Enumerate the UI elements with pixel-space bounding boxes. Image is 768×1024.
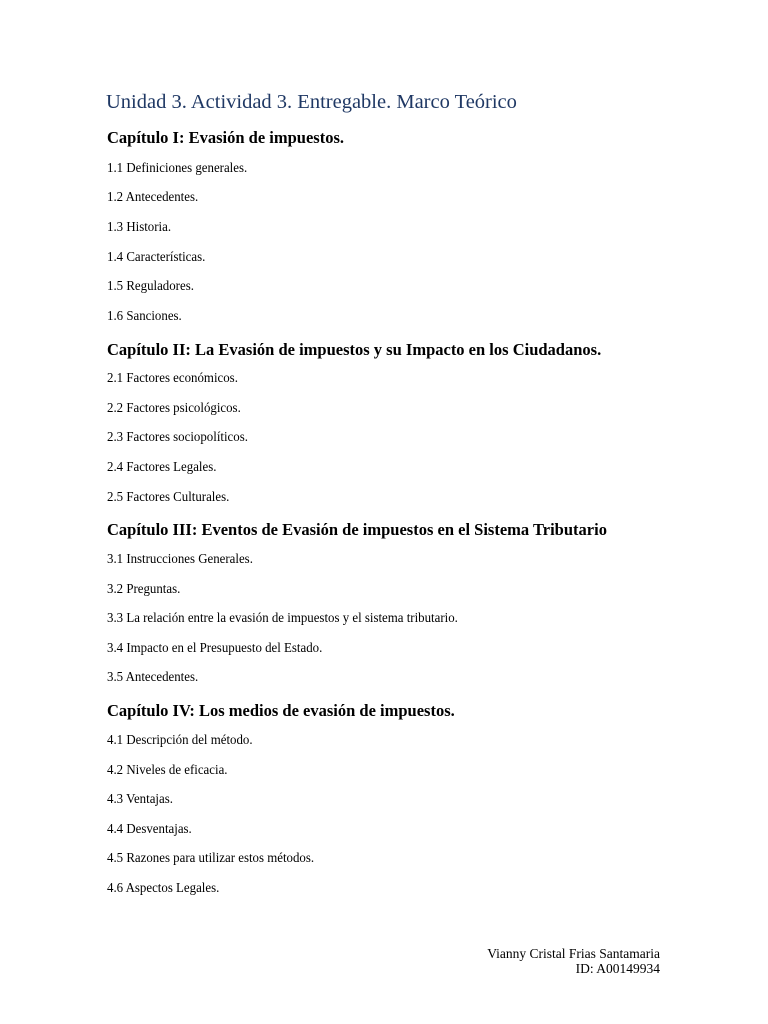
chapter-3-item-2: 3.2 Preguntas. — [107, 582, 181, 597]
chapter-2-item-1: 2.1 Factores económicos. — [107, 371, 238, 386]
chapter-4-item-6: 4.6 Aspectos Legales. — [107, 881, 220, 896]
author-id: ID: A00149934 — [575, 961, 660, 977]
chapter-1-item-3: 1.3 Historia. — [107, 220, 172, 235]
chapter-3-item-5: 3.5 Antecedentes. — [107, 670, 199, 685]
chapter-2-item-4: 2.4 Factores Legales. — [107, 460, 217, 475]
chapter-3-item-1: 3.1 Instrucciones Generales. — [107, 552, 253, 567]
chapter-3-item-3: 3.3 La relación entre la evasión de impuestos y el sistema tributario. — [107, 611, 458, 626]
chapter-4-heading: Capítulo IV: Los medios de evasión de impuestos. — [107, 701, 455, 720]
author-block — [487, 946, 660, 976]
chapter-1-item-2: 1.2 Antecedentes. — [107, 190, 199, 205]
chapter-1-item-6: 1.6 Sanciones. — [107, 309, 182, 324]
chapter-1-item-5: 1.5 Reguladores. — [107, 279, 194, 294]
chapter-3-item-4: 3.4 Impacto en el Presupuesto del Estado. — [107, 641, 323, 656]
page-title: Unidad 3. Actividad 3. Entregable. Marco Teórico — [106, 91, 517, 113]
chapter-4-item-3: 4.3 Ventajas. — [107, 792, 173, 807]
chapter-1-item-4: 1.4 Características. — [107, 250, 206, 265]
chapter-3-heading: Capítulo III: Eventos de Evasión de impuestos en el Sistema Tributario — [107, 520, 607, 539]
author-name: Vianny Cristal Frias Santamaria — [487, 946, 660, 961]
chapter-1-heading: Capítulo I: Evasión de impuestos. — [107, 128, 345, 147]
chapter-2-item-5: 2.5 Factores Culturales. — [107, 490, 230, 505]
chapter-4-item-5: 4.5 Razones para utilizar estos métodos. — [107, 851, 315, 866]
chapter-2-item-3: 2.3 Factores sociopolíticos. — [107, 430, 248, 445]
chapter-1-item-1: 1.1 Definiciones generales. — [107, 161, 248, 176]
chapter-4-item-1: 4.1 Descripción del método. — [107, 733, 253, 748]
chapter-2-heading: Capítulo II: La Evasión de impuestos y su Impacto en los Ciudadanos. — [107, 340, 602, 359]
chapter-2-item-2: 2.2 Factores psicológicos. — [107, 401, 241, 416]
chapter-4-item-4: 4.4 Desventajas. — [107, 822, 192, 837]
chapter-4-item-2: 4.2 Niveles de eficacia. — [107, 763, 228, 778]
